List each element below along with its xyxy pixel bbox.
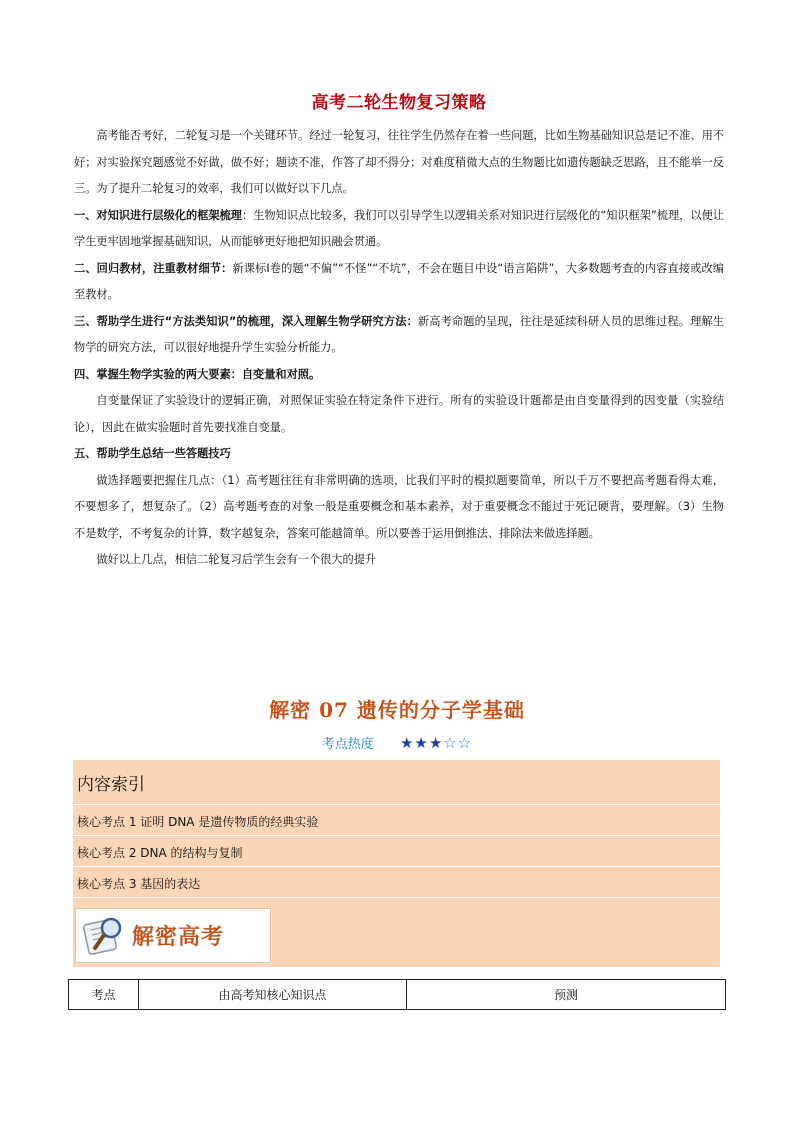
magnifier-notebook-icon [82, 914, 126, 958]
index-heading: 内容索引 [77, 775, 145, 795]
strategy-section [74, 88, 724, 574]
table-header-cell: 预测 [553, 988, 578, 1002]
point-3-body: 新高考命题的呈现，往往是延续科研人员的思维过程。理解生物学的研究方法，可以很好地提升学生实验分析能力。 [74, 314, 724, 354]
index-item[interactable] [73, 805, 720, 836]
index-item[interactable] [73, 867, 720, 898]
point-3-heading: 三、帮助学生进行“方法类知识”的梳理，深入理解生物学研究方法： [74, 314, 418, 328]
strategy-point-3 [74, 309, 724, 362]
star-rating-icon [400, 734, 472, 752]
strategy-closing: 做好以上几点，相信二轮复习后学生会有一个很大的提升 [96, 553, 377, 566]
point-2-body: 新课标Ⅰ卷的题“不偏”“不怪”“不坑”，不会在题目中设“语言陷阱”，大多数题考查的内容直接或改编至教材。 [74, 261, 724, 301]
point-4-body: 自变量保证了实验设计的逻辑正确，对照保证实验在特定条件下进行。所有的实验设计题都是由自变量得到的因变量（实验结论），因此在做实验题时首先要找准自变量。 [74, 394, 724, 434]
index-item-label: 核心考点 2 DNA 的结构与复制 [77, 846, 243, 860]
table-header-cell: 考点 [69, 980, 139, 1009]
strategy-point-1 [74, 203, 724, 256]
table-header-cell: 由高考知核心知识点 [139, 980, 407, 1009]
strategy-intro: 高考能否考好，二轮复习是一个关键环节。经过一轮复习，往往学生仍然存在着一些问题，比如生物基础知识总是记不准、用不好；对实验探究题感觉不好做，做不好；题读不准，作答了却不得分；对难度稍微大点的生物题比如遗传题缺乏思路，且不能举一反三。为了提升二轮复习的效率，我们可以做好以下几点。 [74, 129, 724, 195]
strategy-point-4 [74, 362, 724, 389]
heat-label: 考点热度 [321, 737, 374, 752]
index-heading-row [73, 760, 720, 805]
point-2-heading: 二、回归教材，注重教材细节： [74, 261, 233, 275]
index-item-label: 核心考点 1 证明 DNA 是遗传物质的经典实验 [77, 815, 319, 829]
logo-text: 解密高考 [132, 924, 225, 950]
index-item-label: 核心考点 3 基因的表达 [77, 877, 201, 891]
strategy-title: 高考二轮生物复习策略 [311, 93, 487, 113]
point-4-heading: 四、掌握生物学实验的两大要素：自变量和对照。 [74, 367, 321, 381]
filled-stars: ★★★ [399, 734, 444, 752]
empty-stars: ☆☆ [443, 734, 473, 752]
point-1-body: ：生物知识点比较多，我们可以引导学生以逻辑关系对知识进行层级化的“知识框架”梳理，以便让学生更牢固地掌握基础知识，从而能够更好地把知识融会贯通。 [74, 208, 724, 248]
point-1-heading: 一、对知识进行层级化的框架梳理 [74, 208, 242, 222]
heat-rating [0, 733, 794, 752]
strategy-point-5 [74, 441, 724, 468]
unit-title: 解密 07 遗传的分子学基础 [269, 698, 525, 722]
jiemi-gaokao-logo [75, 908, 271, 963]
strategy-point-2 [74, 256, 724, 309]
point-5-heading: 五、帮助学生总结一些答题技巧 [74, 447, 231, 460]
exam-points-table [68, 979, 726, 1010]
point-5-body: 做选择题要把握住几点：（1）高考题往往有非常明确的选项，比我们平时的模拟题要简单，所以千万不要把高考题看得太难，不要想多了，想复杂了。（2）高考题考查的对象一般是重要概念和基本素养，对于重要概念不能过于死记硬背，要理解。（3）生物不是数学，不考复杂的计算，数字越复杂，答案可能越简单。所以要善于运用倒推法、排除法来做选择题。 [74, 473, 724, 540]
index-item[interactable] [73, 836, 720, 867]
